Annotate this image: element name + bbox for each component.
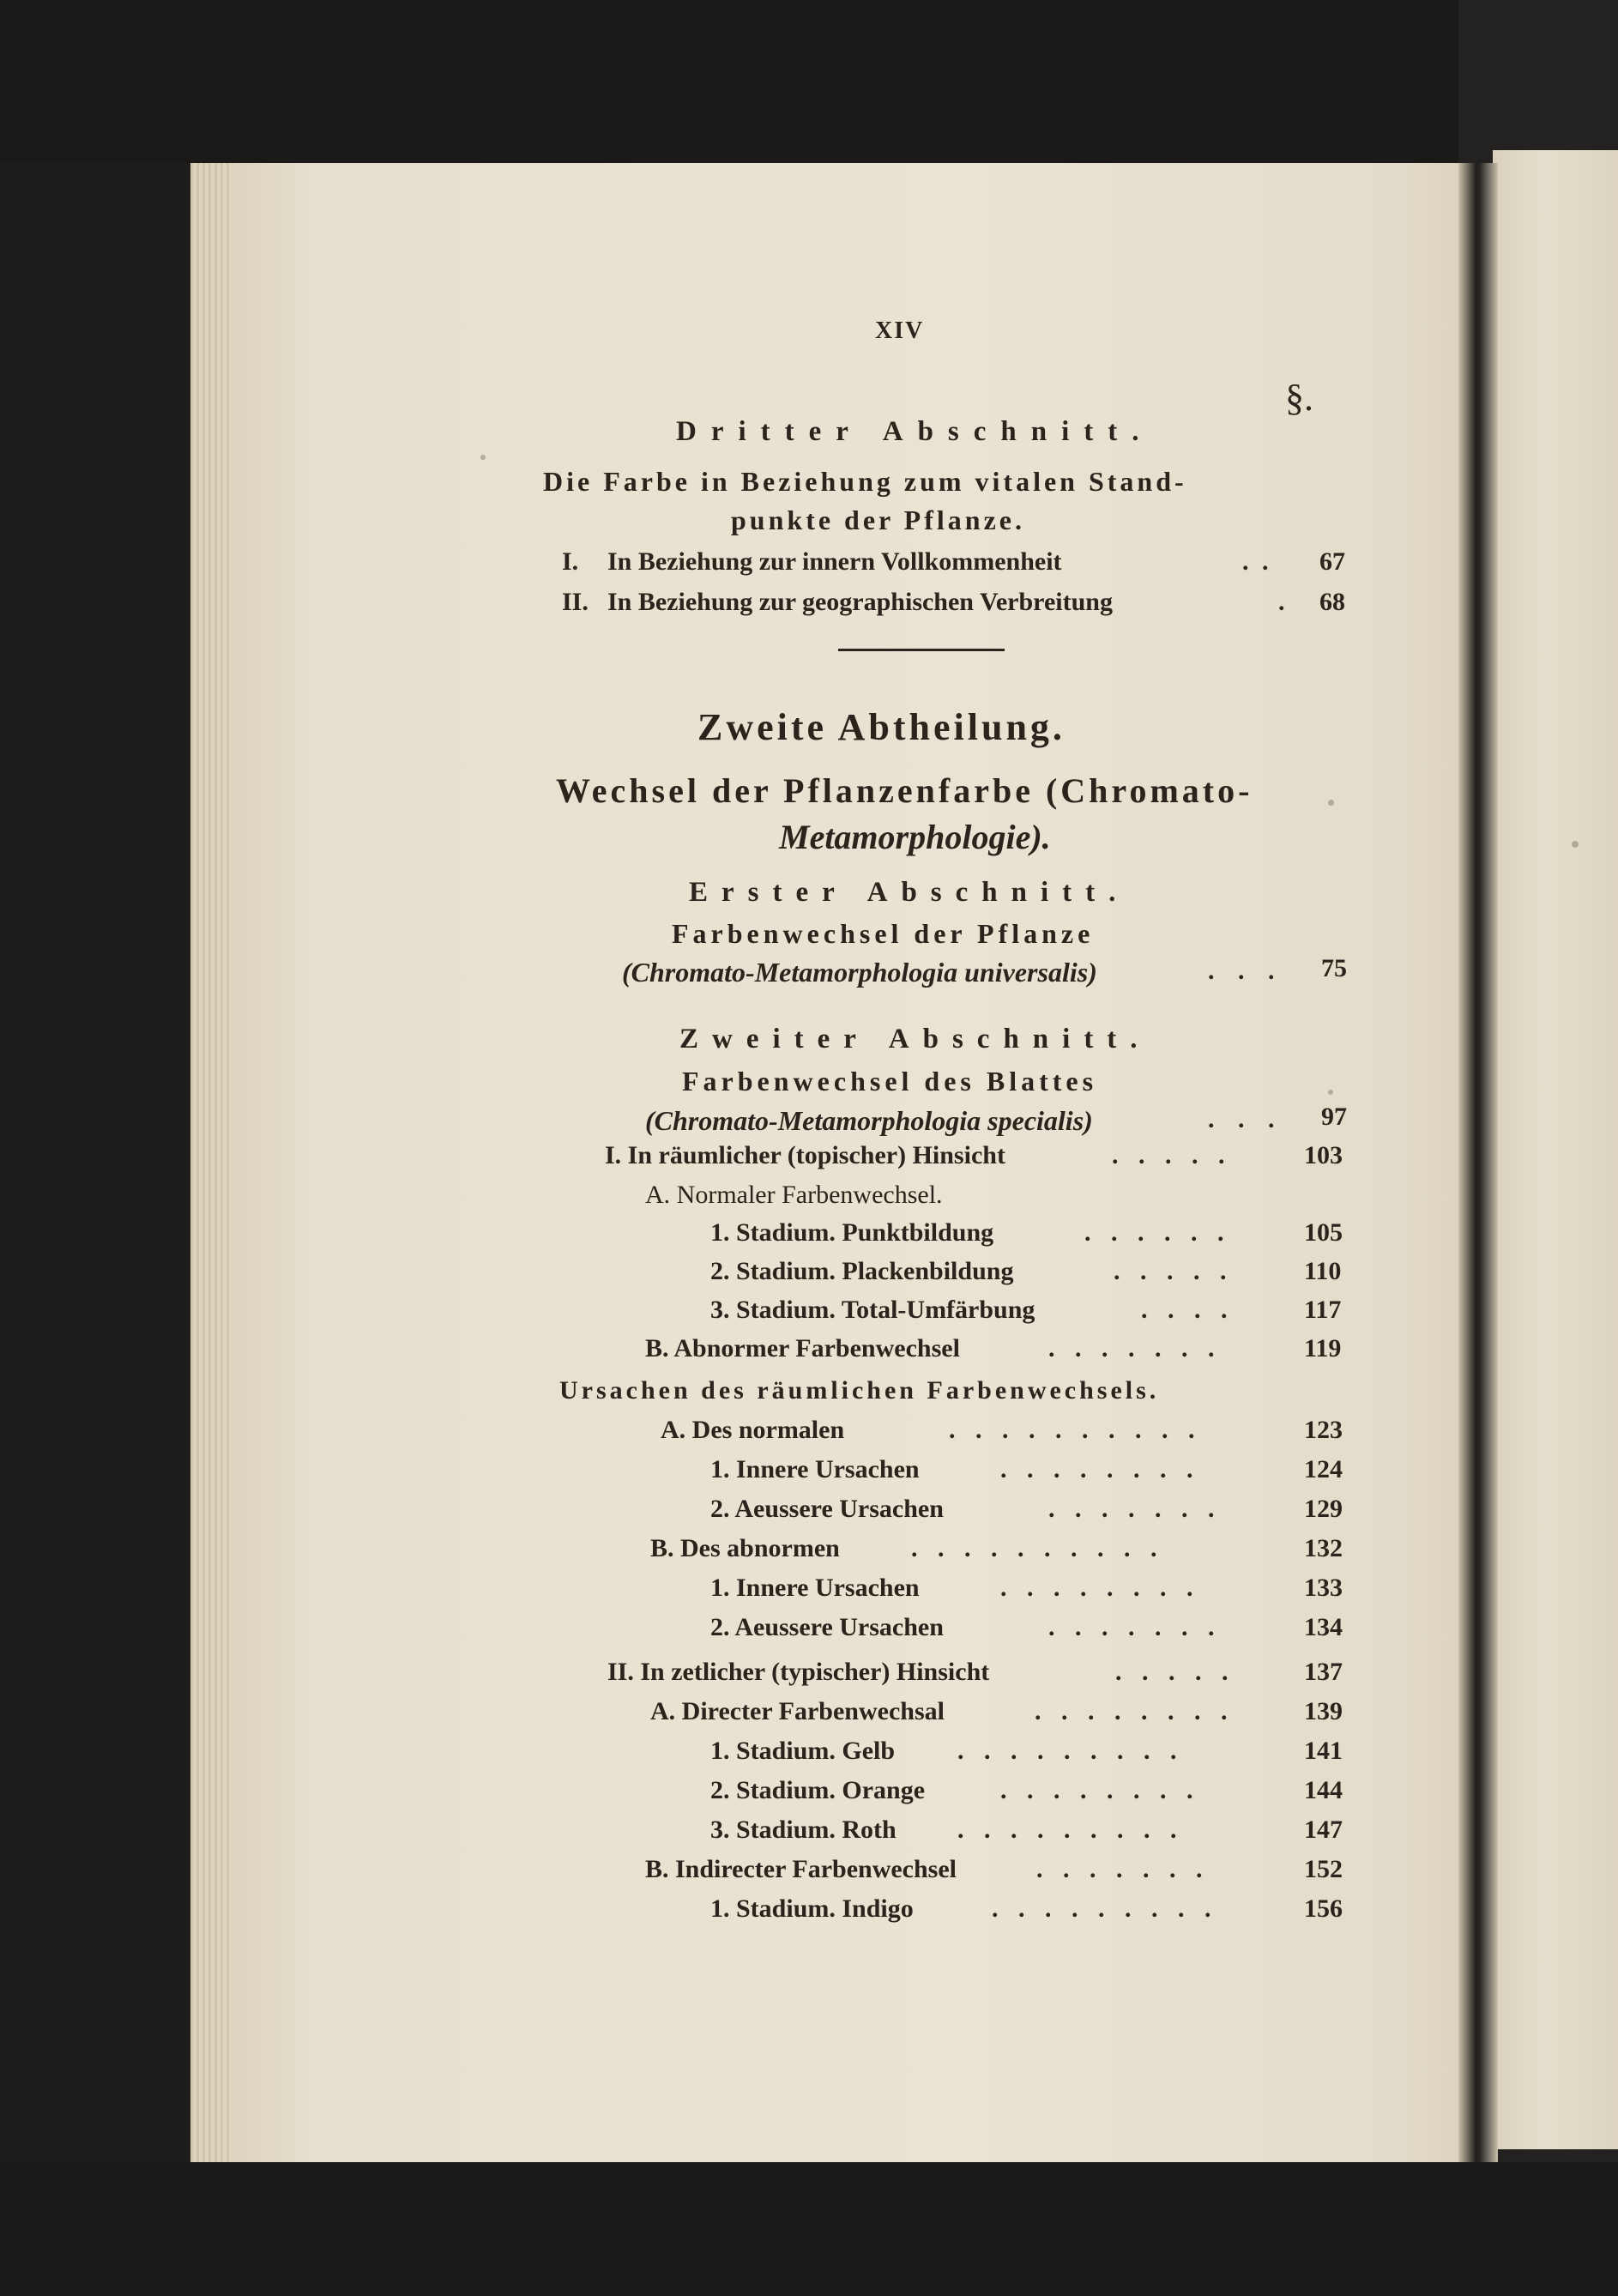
part-heading: Zweite Abtheilung. — [697, 706, 1066, 748]
entry-number: I. — [562, 547, 579, 576]
leader-dots: . . . . . . . . — [1035, 1697, 1235, 1725]
leader-dots: . . . . . — [1114, 1257, 1234, 1285]
facing-page-edge — [1493, 150, 1618, 2149]
toc-entry-label: B. Abnormer Farbenwechsel — [645, 1334, 960, 1362]
toc-entry-label: 3. Stadium. Total-Umfärbung — [710, 1296, 1035, 1324]
leader-dots: . . . . . . . — [1048, 1613, 1222, 1641]
leader-dots: . . . . . . . . . — [957, 1737, 1184, 1765]
section-heading-erster: Erster Abschnitt. — [689, 877, 1130, 908]
page-number: 68 — [1319, 588, 1345, 616]
page-number: 137 — [1304, 1658, 1343, 1686]
section-divider-rule — [838, 649, 1005, 651]
toc-entry-label: I. In räumlicher (topischer) Hinsicht — [605, 1141, 1005, 1169]
entry-number: II. — [562, 588, 589, 616]
toc-entry-label: 2. Stadium. Orange — [710, 1776, 926, 1804]
section-mark: §. — [1285, 377, 1313, 419]
leader-dots: . . . — [1208, 1105, 1283, 1133]
scan-background-bottom — [0, 2162, 1618, 2296]
page-number: 123 — [1304, 1416, 1343, 1444]
page-number: 132 — [1304, 1534, 1343, 1562]
leader-dots: . . . . . . . . . . — [911, 1534, 1164, 1562]
page-folio: XIV — [875, 317, 925, 344]
scan-background-top — [0, 0, 1618, 163]
page-number: 144 — [1304, 1776, 1343, 1804]
leader-dots: . . . — [1208, 957, 1283, 985]
page-number: 105 — [1304, 1218, 1343, 1247]
foxing-spot — [1328, 800, 1334, 806]
toc-entry-label: B. Des abnormen — [650, 1534, 840, 1562]
toc-entry-label: B. Indirecter Farbenwechsel — [645, 1855, 957, 1883]
toc-entry-label: 1. Stadium. Punktbildung — [710, 1218, 994, 1247]
page-number: 156 — [1304, 1894, 1343, 1923]
toc-entry-label: A. Des normalen — [661, 1416, 845, 1444]
page-number: 129 — [1304, 1495, 1343, 1523]
page-number: 75 — [1321, 954, 1347, 982]
toc-entry-label: 2. Aeussere Ursachen — [710, 1613, 944, 1641]
toc-entry-label: 1. Innere Ursachen — [710, 1574, 920, 1602]
foxing-spot — [1572, 841, 1579, 848]
toc-subheading: Ursachen des räumlichen Farbenwechsels. — [559, 1376, 1160, 1405]
leader-dots: . . . . . . . — [1048, 1495, 1222, 1523]
toc-entry-label: 1. Stadium. Gelb — [710, 1737, 896, 1765]
leader-dots: . . . . . . — [1084, 1218, 1231, 1247]
leader-dots: . . . . . . . — [1036, 1855, 1210, 1883]
leader-dots: . . . . . — [1112, 1141, 1232, 1169]
section-title-line2: punkte der Pflanze. — [731, 505, 1025, 535]
section-title-line1: Die Farbe in Beziehung zum vitalen Stand- — [543, 466, 1187, 497]
toc-entry-label: 2. Aeussere Ursachen — [710, 1495, 944, 1523]
entry-text: In Beziehung zur innern Vollkommenheit — [607, 547, 1062, 576]
toc-entry-label: 1. Stadium. Indigo — [710, 1894, 914, 1923]
foxing-spot — [480, 455, 486, 460]
erster-line1: Farbenwechsel der Pflanze — [672, 918, 1095, 949]
toc-entry-label: 3. Stadium. Roth — [710, 1816, 897, 1844]
page-number: 110 — [1304, 1257, 1342, 1285]
leader-dots: . . . . — [1141, 1296, 1235, 1324]
page-number: 117 — [1304, 1296, 1342, 1324]
leader-dots: . . . . . . . — [1048, 1334, 1222, 1362]
leader-dots: . . . . . . . . — [1000, 1455, 1200, 1483]
entry-text: In Beziehung zur geographischen Verbreitung — [607, 588, 1113, 616]
leader-dots: . . . . . . . . . — [992, 1894, 1218, 1923]
page-number: 133 — [1304, 1574, 1343, 1602]
toc-entry-label: A. Normaler Farbenwechsel. — [645, 1181, 943, 1209]
toc-entry-label: 2. Stadium. Plackenbildung — [710, 1257, 1014, 1285]
page-stack-edges — [190, 163, 232, 2162]
page-number: 119 — [1304, 1334, 1342, 1362]
part-title-line2: Metamorphologie). — [779, 818, 1051, 856]
section-heading-dritter: Dritter Abschnitt. — [676, 416, 1154, 447]
leader-dots: . . — [1242, 547, 1272, 576]
toc-entry-label: 1. Innere Ursachen — [710, 1455, 920, 1483]
leader-dots: . . . . . . . . — [1000, 1574, 1200, 1602]
part-title-line1: Wechsel der Pflanzenfarbe (Chromato- — [556, 771, 1253, 810]
foxing-spot — [1328, 1090, 1333, 1095]
book-gutter — [1458, 163, 1498, 2162]
toc-entry-label: A. Directer Farbenwechsal — [650, 1697, 945, 1725]
page-number: 103 — [1304, 1141, 1343, 1169]
page-number: 141 — [1304, 1737, 1343, 1765]
leader-dots: . . . . . — [1115, 1658, 1235, 1686]
toc-entry-label: II. In zetlicher (typischer) Hinsicht — [607, 1658, 990, 1686]
leader-dots: . . . . . . . . — [1000, 1776, 1200, 1804]
leader-dots: . . . . . . . . . — [957, 1816, 1184, 1844]
erster-line2: (Chromato-Metamorphologia universalis) — [622, 957, 1097, 988]
section-heading-zweiter: Zweiter Abschnitt. — [679, 1024, 1151, 1054]
zweiter-line2: (Chromato-Metamorphologia specialis) — [645, 1105, 1093, 1136]
zweiter-line1: Farbenwechsel des Blattes — [682, 1066, 1098, 1097]
page-number: 67 — [1319, 547, 1345, 576]
page-number: 134 — [1304, 1613, 1343, 1641]
leader-dots: . — [1278, 588, 1289, 616]
page-number: 97 — [1321, 1103, 1347, 1131]
page-number: 124 — [1304, 1455, 1343, 1483]
leader-dots: . . . . . . . . . . — [949, 1416, 1202, 1444]
page-number: 152 — [1304, 1855, 1343, 1883]
page-number: 147 — [1304, 1816, 1343, 1844]
page-number: 139 — [1304, 1697, 1343, 1725]
